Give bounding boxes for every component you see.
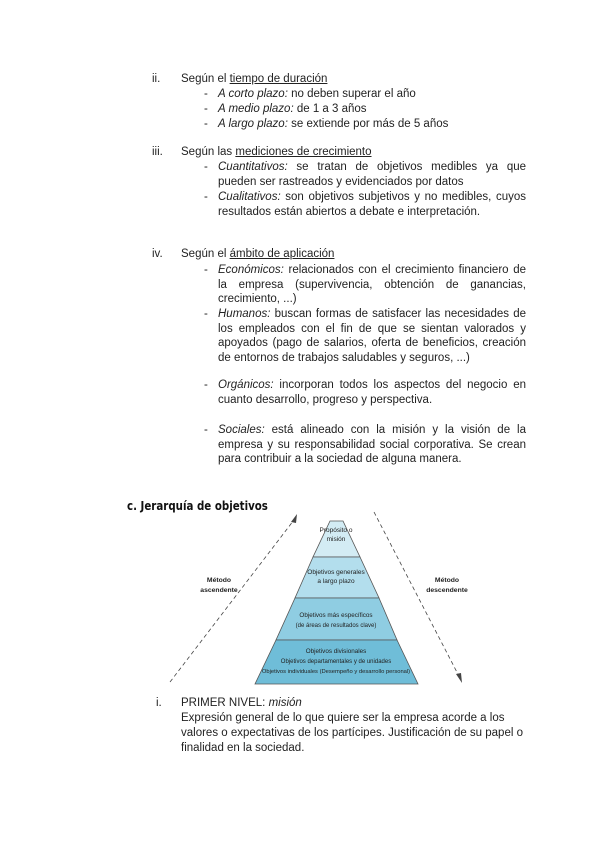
dash-bullet: -	[204, 264, 208, 276]
pyramid-level-3	[276, 598, 397, 640]
list-number: ii.	[152, 73, 161, 85]
item-term: A largo plazo:	[218, 118, 288, 130]
level-1-label-b: misión	[326, 536, 346, 543]
right-method-label-1: Método	[434, 577, 460, 584]
level-label: PRIMER NIVEL:	[181, 697, 269, 709]
heading-underlined: ámbito de aplicación	[229, 248, 335, 260]
item-term: Cualitativos:	[218, 191, 281, 203]
item-term: Orgánicos:	[218, 379, 274, 391]
item-term: Sociales:	[218, 424, 265, 436]
item-text: no deben superar el año	[287, 88, 416, 100]
dash-bullet: -	[204, 308, 208, 320]
item-text: se tratan de objetivos medibles ya que pueden ser rastreados y evidenciados por datos	[218, 161, 526, 188]
level-2-label-b: a largo plazo	[317, 578, 355, 585]
level-1-label-a: Propósito o	[319, 527, 353, 534]
item-term: Económicos:	[218, 264, 284, 276]
heading-prefix: Según las	[181, 146, 236, 158]
list-number: iv.	[152, 248, 163, 260]
heading-underlined: tiempo de duración	[229, 73, 328, 85]
item-term: Humanos:	[218, 308, 271, 320]
level-4-label-a: Objetivos divisionales	[305, 648, 367, 655]
heading-underlined: mediciones de crecimiento	[235, 146, 372, 158]
item-term: A medio plazo:	[218, 103, 294, 115]
right-arrow-head	[456, 673, 462, 683]
list-number: iii.	[152, 146, 163, 158]
item-term: Cuantitativos:	[218, 161, 288, 173]
level-3-label-b: (de áreas de resultados clave)	[295, 623, 377, 629]
dash-bullet: -	[204, 88, 208, 100]
left-method-label-1: Método	[206, 577, 232, 584]
level-description: Expresión general de lo que quiere ser la empresa acorde a los valores o expectativas de los partícipes. Justificación de su papel o finalidad en la sociedad.	[181, 712, 523, 754]
level-3-label-a: Objetivos más específicos	[299, 612, 373, 619]
left-method-label-2: ascendente	[200, 587, 238, 594]
heading-prefix: Según el	[181, 248, 230, 260]
level-4-label-b: Objetivos departamentales y de unidades	[280, 659, 392, 665]
item-term: A corto plazo:	[218, 88, 288, 100]
dash-bullet: -	[204, 118, 208, 130]
heading-prefix: Según el	[181, 73, 230, 85]
level-2-label-a: Objetivos generales	[307, 569, 365, 576]
item-text: buscan formas de satisfacer las necesidades de los empleados con el fin de que se sientan valorados y apoyados (pago de salarios, oferta de beneficios, creación de entornos de trabajos saludables y seguros, ...)	[218, 308, 526, 364]
right-method-label-2: descendente	[426, 587, 468, 594]
dash-bullet: -	[204, 424, 208, 436]
section-c-heading: c. Jerarquía de objetivos	[127, 498, 268, 513]
left-arrow-head	[291, 514, 297, 523]
item-text: relacionados con el crecimiento financiero de la empresa (supervivencia, obtención de ganancias, crecimiento, ...)	[218, 264, 526, 306]
dash-bullet: -	[204, 161, 208, 173]
dash-bullet: -	[204, 191, 208, 203]
level-term: misión	[268, 697, 302, 709]
item-text: son objetivos subjetivos y no medibles, cuyos resultados están abiertos a debate e interpretación.	[218, 191, 526, 218]
item-text: incorporan todos los aspectos del negocio en cuanto desarrollo, progreso y perspectiva.	[218, 379, 526, 406]
dash-bullet: -	[204, 103, 208, 115]
level-heading	[181, 697, 302, 709]
dash-bullet: -	[204, 379, 208, 391]
item-text: se extiende por más de 5 años	[287, 118, 449, 130]
item-text: está alineado con la misión y la visión de la empresa y su responsabilidad social corporativa. Se crean para contribuir a la sociedad de alguna manera.	[218, 424, 526, 466]
level-4-label-c: Objetivos individuales (Desempeño y desarrollo personal)	[261, 669, 411, 675]
item-text: de 1 a 3 años	[293, 103, 367, 115]
list-number: i.	[156, 697, 162, 709]
